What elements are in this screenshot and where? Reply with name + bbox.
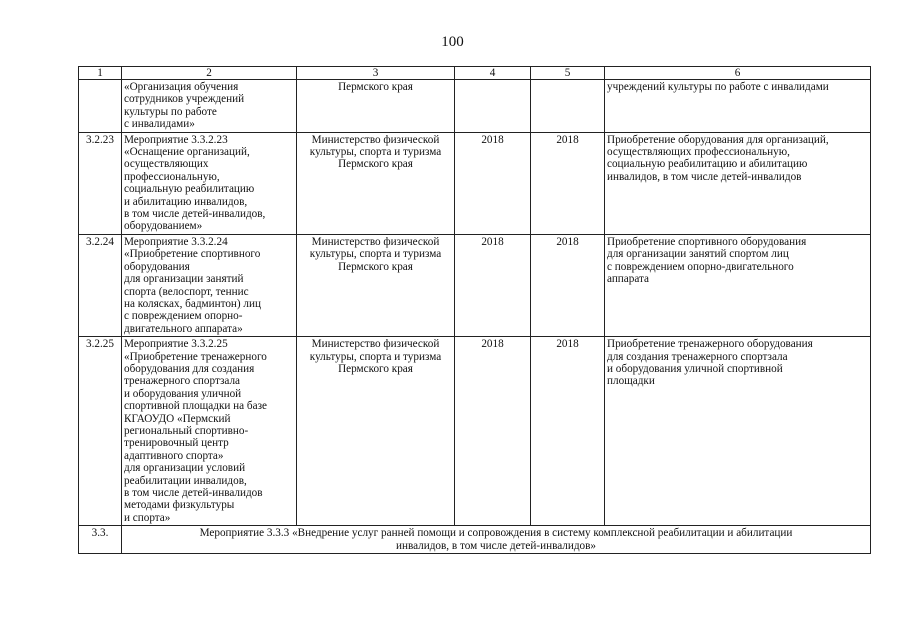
column-header: 3: [297, 67, 455, 80]
column-header: 5: [531, 67, 605, 80]
result-cell: учреждений культуры по работе с инвалидами: [605, 80, 871, 133]
result-cell: Приобретение тренажерного оборудования для создания тренажерного спортзала и оборудования уличной спортивной площадки: [605, 337, 871, 526]
table-row: [79, 234, 871, 336]
start-year-cell: 2018: [455, 132, 531, 234]
result-cell: Приобретение оборудования для организаций, осуществляющих профессиональную, социальную реабилитацию и абилитацию инвалидов, в том числе детей-инвалидов: [605, 132, 871, 234]
activity-cell: Мероприятие 3.3.2.25 «Приобретение тренажерного оборудования для создания тренажерного спортзала и оборудования уличной спортивной площадки на базе КГАОУДО «Пермский региональный спортивно- тренировочный центр адаптивного спорта» для организации условий реабилитации инвалидов, в том числе детей-инвалидов методами физкультуры и спорта»: [122, 337, 297, 526]
end-year-cell: 2018: [531, 132, 605, 234]
row-number: 3.3.: [79, 526, 122, 554]
activity-cell: «Организация обучения сотрудников учреждений культуры по работе с инвалидами»: [122, 80, 297, 133]
executor-cell: Министерство физической культуры, спорта и туризма Пермского края: [297, 132, 455, 234]
row-number: 3.2.23: [79, 132, 122, 234]
table-row: [79, 337, 871, 526]
end-year-cell: 2018: [531, 234, 605, 336]
table-row: [79, 80, 871, 133]
page-number: 100: [441, 34, 464, 50]
row-number: [79, 80, 122, 133]
activity-cell: Мероприятие 3.3.2.23 «Оснащение организаций, осуществляющих профессиональную, социальную реабилитацию и абилитацию инвалидов, в том числе детей-инвалидов, оборудованием»: [122, 132, 297, 234]
table-row: [79, 132, 871, 234]
column-header: 4: [455, 67, 531, 80]
activity-cell: Мероприятие 3.3.2.24 «Приобретение спортивного оборудования для организации занятий спорта (велоспорт, теннис на колясках, бадминтон) лиц с повреждением опорно- двигательного аппарата»: [122, 234, 297, 336]
executor-cell: Пермского края: [297, 80, 455, 133]
row-number: 3.2.25: [79, 337, 122, 526]
result-cell: Приобретение спортивного оборудования для организации занятий спортом лиц с повреждением опорно-двигательного аппарата: [605, 234, 871, 336]
end-year-cell: [531, 80, 605, 133]
section-row: [79, 526, 871, 554]
start-year-cell: 2018: [455, 337, 531, 526]
column-header: 1: [79, 67, 122, 80]
column-header: 2: [122, 67, 297, 80]
table-header-row: [79, 67, 871, 80]
executor-cell: Министерство физической культуры, спорта и туризма Пермского края: [297, 234, 455, 336]
section-activity-text: Мероприятие 3.3.3 «Внедрение услуг ранней помощи и сопровождения в систему комплексной реабилитации и абилитации инвалидов, в том числе детей-инвалидов»: [122, 526, 871, 554]
column-header: 6: [605, 67, 871, 80]
executor-cell: Министерство физической культуры, спорта и туризма Пермского края: [297, 337, 455, 526]
start-year-cell: 2018: [455, 234, 531, 336]
row-number: 3.2.24: [79, 234, 122, 336]
start-year-cell: [455, 80, 531, 133]
activities-table: [78, 66, 871, 554]
end-year-cell: 2018: [531, 337, 605, 526]
